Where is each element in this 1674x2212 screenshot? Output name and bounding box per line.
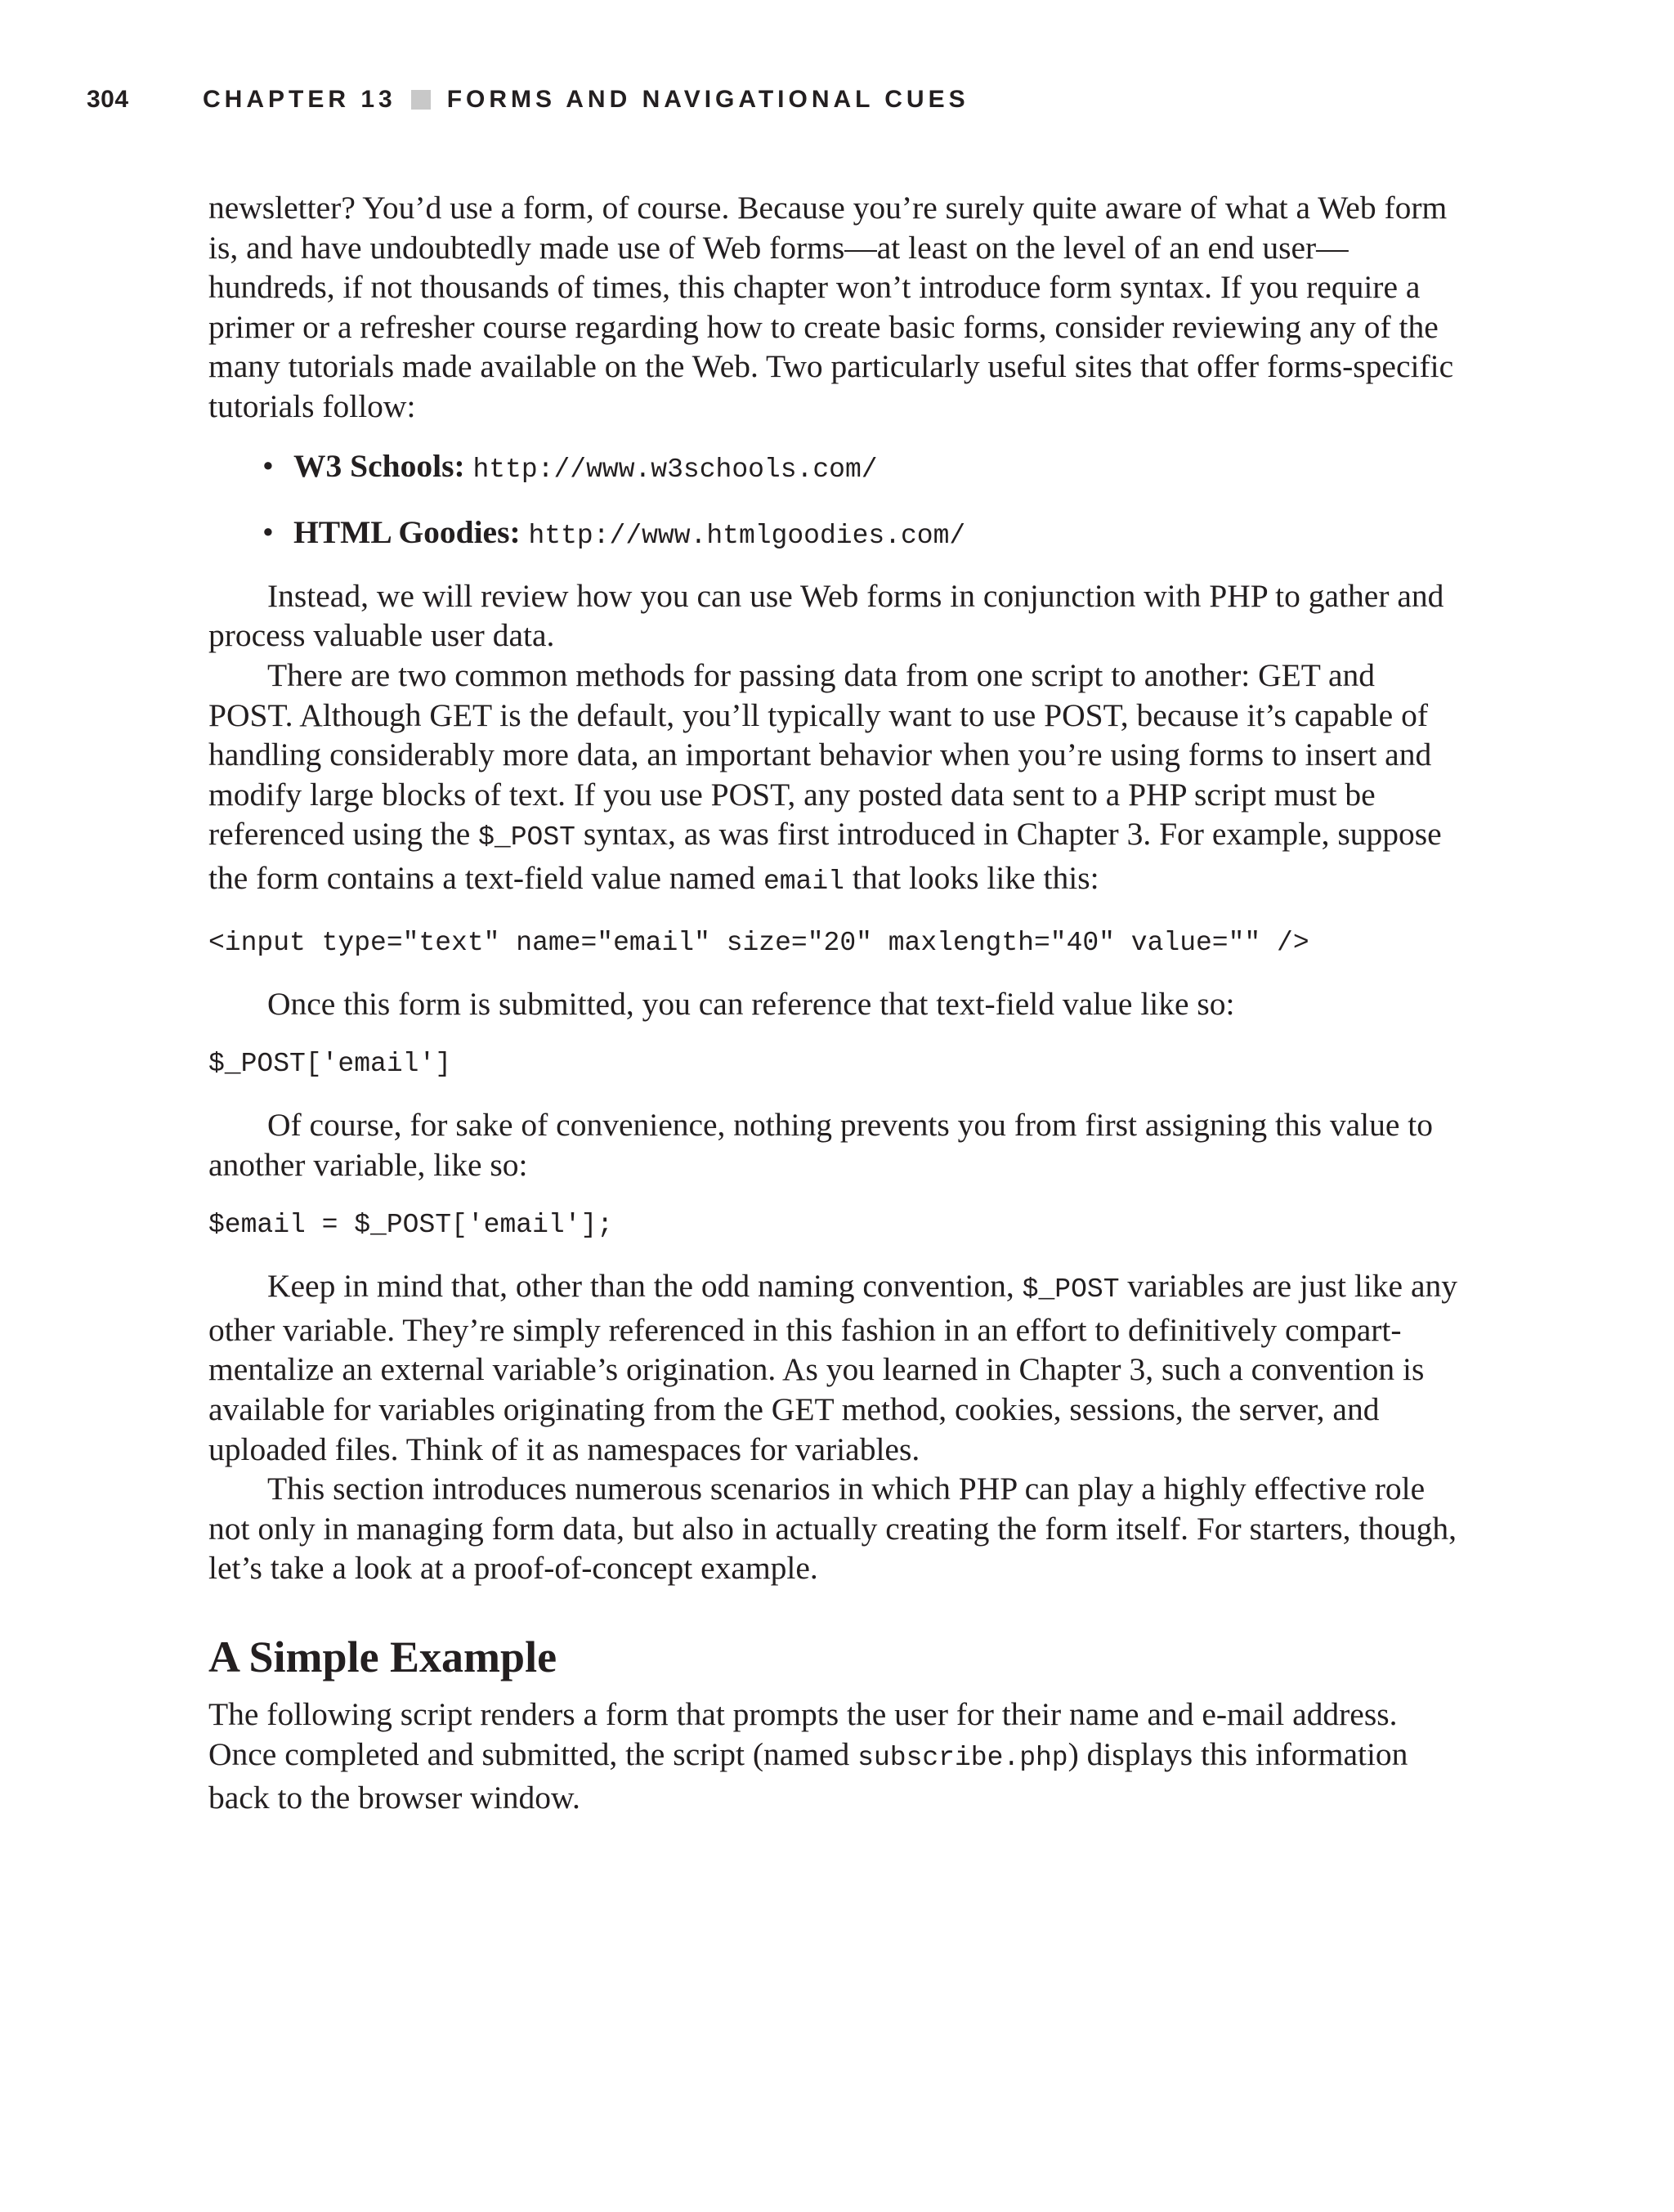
paragraph-scenarios: This section introduces numerous scenarios in which PHP can play a highly effective role not only in managing form data, but also in actually creating the form itself. For starters, though, let’s take a look at a proof-of-concept example. — [208, 1471, 1457, 1587]
inline-code: $_POST — [478, 822, 575, 853]
paragraph-submitted: Once this form is submitted, you can reference that text-field value like so: — [267, 985, 1235, 1022]
page-body — [208, 188, 1463, 1818]
list-item — [208, 446, 1463, 490]
list-item — [208, 513, 1463, 557]
inline-code: $_POST — [1022, 1274, 1120, 1305]
site-name: W3 Schools: — [293, 447, 465, 484]
text-run: Keep in mind that, other than the odd naming convention, — [267, 1268, 1023, 1305]
bullet-icon: • — [262, 514, 274, 551]
section-heading: A Simple Example — [208, 1632, 557, 1682]
paragraph-get-post — [208, 656, 1463, 902]
chapter-title: FORMS AND NAVIGATIONAL CUES — [446, 86, 969, 113]
text-run: variables are just like any other variable. They’re simply referenced in this fashion in an effort to definitively compartmentalize an external variable’s origination. As you learned in Chapter 3, such a convention is available for variables originating from the GET method, cookies, sessions, the server, and uploaded files. Think of it as namespaces for variables. — [208, 1268, 1457, 1467]
square-separator-icon — [411, 90, 431, 110]
code-assign-email: $email = $_POST['email']; — [208, 1210, 614, 1241]
code-input-element: <input type="text" name="email" size="20" maxlength="40" value="" /> — [208, 927, 1309, 958]
bullet-icon: • — [262, 447, 274, 484]
paragraph-intro: newsletter? You’d use a form, of course. Because you’re surely quite aware of what a Web form is, and have undoubtedly made use of Web forms—at least on the level of an end user—hundreds, if not thousands of times, this chapter won’t introduce form syntax. If you require a primer or a refresher course regarding how to create basic forms, consider reviewing any of the many tutorials made available on the Web. Two particularly useful sites that offer forms-specific tutorials follow: — [208, 190, 1454, 424]
paragraph-keep-in-mind — [208, 1266, 1463, 1469]
site-url: http://www.htmlgoodies.com/ — [528, 521, 966, 552]
inline-code: email — [763, 866, 844, 897]
text-run: There are two common methods for passing data from one script to another: GET and POST. Although GET is the default, you’ll typically want to use POST, because it’s capable of handling considerably more data, an important behavior when you’re using forms to insert and modify large blocks of text. If you use POST, any posted data sent to a PHP script must be referenced using the — [208, 656, 1432, 853]
text-run: ) displays this information back to the browser window. — [208, 1735, 1408, 1816]
paragraph-instead: Instead, we will review how you can use Web forms in conjunction with PHP to gather and process valuable user data. — [208, 577, 1444, 654]
running-head — [87, 82, 969, 118]
site-name: HTML Goodies: — [293, 514, 521, 551]
running-title — [203, 86, 969, 114]
paragraph-convenience: Of course, for sake of convenience, nothing prevents you from first assigning this value to another variable, like so: — [208, 1107, 1434, 1183]
text-run: syntax, as was first introduced in Chapter 3. For example, suppose the form contains a text-field value named — [208, 816, 1442, 896]
page-number: 304 — [87, 86, 129, 113]
site-url: http://www.w3schools.com/ — [472, 454, 878, 485]
text-run: The following script renders a form that prompts the user for their name and e-mail address. Once completed and submitted, the script (named — [208, 1696, 1398, 1772]
inline-code: subscribe.php — [857, 1742, 1068, 1773]
tutorial-sites-list — [208, 446, 1463, 557]
text-run: that looks like this: — [844, 859, 1099, 896]
paragraph-example — [208, 1695, 1463, 1818]
code-post-email: $_POST['email'] — [208, 1049, 452, 1080]
chapter-label: CHAPTER 13 — [203, 86, 396, 113]
